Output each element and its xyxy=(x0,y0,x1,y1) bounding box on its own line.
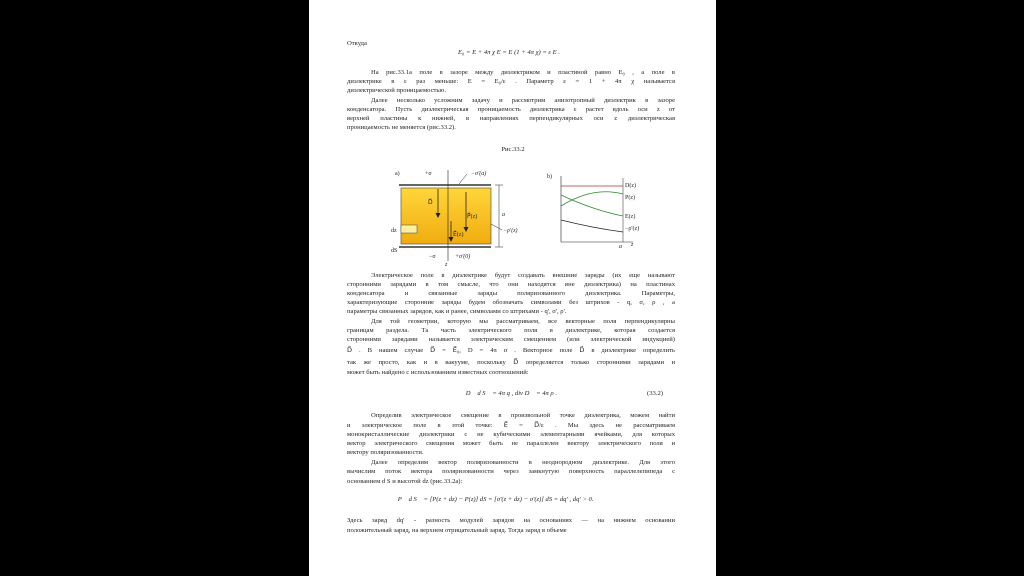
label-plus-sigma-prime-0: +σ'(0) xyxy=(455,254,471,260)
label-z-b: z xyxy=(631,242,634,248)
equation-number: (33.2) xyxy=(647,390,663,397)
label-a-b: a xyxy=(619,244,622,250)
fig-a-label: a) xyxy=(395,171,400,177)
text-line: положительный заряд, на верхнем отрицательный заряд. Тогда заряд в объеме xyxy=(347,527,567,534)
text-line: может быть найдено с использованием известных соотношений: xyxy=(347,369,529,376)
label-Pz: P(z) xyxy=(625,195,635,201)
label-minus-sigma-prime-a: −σ'(a) xyxy=(471,171,487,177)
text-line: параметры связанных зарядов, как и ранее, символами со штрихами - q', σ', ρ'. xyxy=(347,308,567,315)
text-line: вектор электрического смещения может быть не параллелен вектору электрического поля и xyxy=(347,440,675,447)
text-line: Электрическое поле в диэлектрике будут создавать внешние заряды (их еще называют xyxy=(371,272,675,279)
document-page xyxy=(309,0,716,576)
text-line: Откуда xyxy=(347,40,367,47)
text-line: верхней пластины к нижней, в направлениях перпендикулярных оси z диэлектрическая xyxy=(347,115,675,122)
equation: E₀ = E + 4π χ E = E (1 + 4π χ) = ε E . xyxy=(458,49,560,56)
label-a: a xyxy=(502,212,505,218)
equation-flux: ∮ P⃗ d S⃗ = [P(z + dz) − P(z)] dS = [σ'(z + dz) − σ'(z)] dS = dq' , dq' > 0. xyxy=(391,496,594,503)
text-line: Здесь заряд dq' - разность модулей зарядов на основаниях — на нижнем основании xyxy=(347,517,675,524)
equation-33-2: ∮ D⃗ d S⃗ = 4π q , div D⃗ = 4π ρ . xyxy=(459,390,557,397)
label-rho-prime: −ρ'(z) xyxy=(503,228,518,234)
label-Ez: E(z) xyxy=(625,214,636,220)
text-line: диэлектрической проницаемостью. xyxy=(347,87,446,94)
dielectric-block xyxy=(401,188,491,244)
text-line: сторонними зарядами называется электрическим смещением (или электрической индукцией) xyxy=(347,336,675,343)
text-line: конденсатора и связанные заряды поляризованного диэлектрика. Параметры, xyxy=(347,290,675,297)
label-dS: dS xyxy=(391,248,398,254)
label-dz: dz xyxy=(391,228,397,234)
volume-element xyxy=(401,225,417,233)
text-line: Далее определим вектор поляризованности в неоднородном диэлектрике. Для этого xyxy=(371,459,675,466)
figure-caption: Рис.33.2 xyxy=(501,146,525,153)
text-line: основанием d S и высотой dz (рис.33.2а): xyxy=(347,478,463,485)
text-line: конденсатора. Пусть диэлектрическая проницаемость диэлектрика ε растет вдоль оси z от xyxy=(347,106,675,113)
label-Dz: D(z) xyxy=(625,183,636,189)
text-line: Для той геометрии, которую мы рассматриваем, все векторные поля перпендикулярны xyxy=(371,318,675,325)
text-line: монокристаллические диэлектрики с не кубическими элементарными ячейками, для которых xyxy=(347,431,675,438)
text-line: и электрическое поле в этой точке: E⃗ = D⃗/ε . Мы здесь не рассматриваем xyxy=(347,422,675,429)
text-line: так же просто, как и в вакууме, поскольку D⃗ определяется только сторонними зарядами и xyxy=(347,359,675,366)
text-line: границам раздела. Та часть электрического поля в диэлектрике, которая создается xyxy=(347,327,675,334)
label-plus-sigma: +σ xyxy=(425,171,432,177)
text-line: характеризующие сторонние заряды будем обозначать символами без штрихов - q, σ, ρ , а xyxy=(347,299,675,306)
text-line: проницаемость не меняется (рис.33.2). xyxy=(347,124,456,131)
label-D-vector: D⃗ xyxy=(428,200,433,206)
label-P-vector: P⃗(z) xyxy=(467,214,478,220)
figure-b xyxy=(545,170,655,250)
fig-b-label: b) xyxy=(547,174,552,180)
figure-a xyxy=(391,166,531,268)
text-line: На рис.33.1а поле в зазоре между диэлектриком и пластиной равно E₀ , а поле в xyxy=(371,69,675,76)
label-minus-sigma: −σ xyxy=(429,254,436,260)
label-E-vector: E⃗(z) xyxy=(453,232,464,238)
text-line: D⃗ . В нашем случае D⃗ = E⃗₀, D = 4π σ . Векторное поле D⃗ в диэлектрике определить xyxy=(347,347,675,354)
text-line: Далее несколько усложним задачу и рассмотрим анизотропный диэлектрик в зазоре xyxy=(371,97,675,104)
text-line: вычислим поток вектора поляризованности через замкнутую поверхность параллелепипеда с xyxy=(347,468,675,475)
text-line: Определив электрическое смещение в произвольной точке диэлектрика, можем найти xyxy=(371,412,675,419)
label-z: z xyxy=(445,262,448,268)
text-line: сторонними зарядами в том смысле, что они находятся вне диэлектрика) на пластинах xyxy=(347,281,675,288)
label-rho-b: −ρ'(z) xyxy=(625,226,640,232)
text-line: диэлектрике в ε раз меньше: E = E₀/ε . Параметр ε = 1 + 4π χ называется xyxy=(347,78,675,85)
curve-rho xyxy=(561,220,623,232)
text-line: вектору поляризованности. xyxy=(347,449,424,456)
curve-E xyxy=(561,195,623,216)
